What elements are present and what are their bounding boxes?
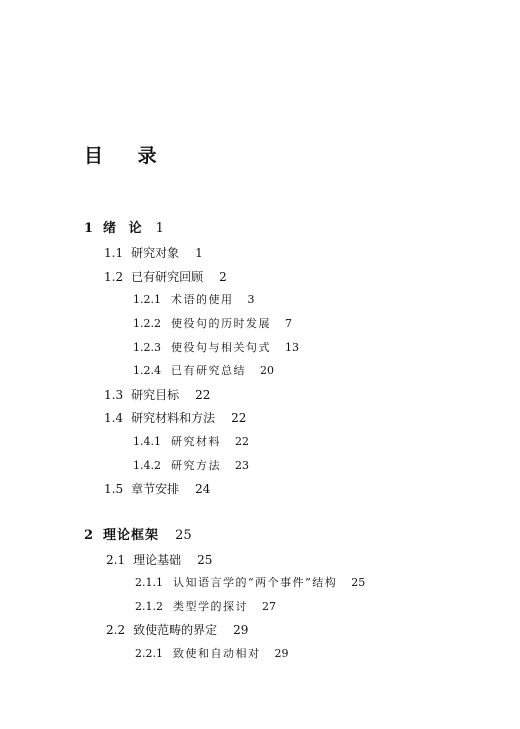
entry-page: 27: [262, 600, 276, 613]
entry-page: 29: [274, 647, 289, 660]
entry-page: 25: [175, 528, 192, 543]
entry-title: 已有研究回顾: [131, 270, 204, 284]
entry-page: 20: [260, 364, 274, 377]
entry-title: 致使范畴的界定: [133, 623, 218, 637]
entry-page: 25: [351, 576, 366, 589]
entry-number: 1.4.2: [133, 459, 161, 472]
entry-title: 已有研究总结: [171, 364, 246, 377]
entry-page: 22: [235, 435, 249, 448]
entry-page: 24: [195, 482, 211, 496]
entry-number: 1.2.2: [133, 317, 161, 330]
toc-entry[interactable]: [135, 599, 276, 615]
entry-page: 3: [247, 293, 255, 306]
entry-page: 22: [195, 388, 211, 402]
entry-page: 2: [219, 270, 227, 284]
entry-title: 致使和自动相对: [173, 647, 261, 660]
entry-title: 使役句与相关句式: [171, 341, 271, 354]
toc-entry[interactable]: [133, 434, 249, 450]
entry-number: 2.1.1: [135, 576, 163, 589]
entry-page: 23: [235, 459, 249, 472]
toc-entry[interactable]: [106, 622, 248, 638]
entry-page: 13: [285, 341, 299, 354]
toc-entry[interactable]: [104, 410, 246, 426]
entry-number: 1.5: [104, 482, 124, 496]
toc-entry[interactable]: [133, 316, 292, 332]
entry-number: 1: [84, 221, 94, 236]
entry-page: 29: [233, 623, 249, 637]
toc-entry[interactable]: [104, 245, 203, 261]
entry-number: 1.3: [104, 388, 124, 402]
entry-title: 绪 论: [103, 221, 146, 236]
entry-page: 22: [231, 411, 247, 425]
entry-page: 1: [155, 221, 164, 236]
toc-entry[interactable]: [104, 481, 210, 497]
entry-number: 2.2.1: [135, 647, 163, 660]
toc-entry[interactable]: [135, 575, 365, 591]
entry-number: 1.2.3: [133, 341, 161, 354]
entry-number: 2.2: [106, 623, 126, 637]
entry-title: 术语的使用: [171, 293, 234, 306]
entry-number: 1.4.1: [133, 435, 161, 448]
entry-title: 理论基础: [133, 553, 182, 567]
entry-number: 2.1.2: [135, 600, 163, 613]
toc-entry[interactable]: [133, 458, 249, 474]
entry-title: 研究方法: [171, 459, 221, 472]
toc-entry[interactable]: [133, 292, 255, 308]
entry-page: 7: [285, 317, 292, 330]
entry-title: 认知语言学的“两个事件”结构: [173, 576, 338, 589]
entry-number: 1.2: [104, 270, 124, 284]
toc-entry[interactable]: [104, 269, 227, 285]
entry-title: 研究对象: [131, 246, 180, 260]
toc-entry[interactable]: [133, 340, 299, 356]
entry-number: 1.2.1: [133, 293, 161, 306]
entry-number: 1.2.4: [133, 364, 161, 377]
entry-title: 章节安排: [131, 482, 180, 496]
toc-entry-chapter-1[interactable]: [84, 221, 164, 237]
entry-number: 2.1: [106, 553, 126, 567]
entry-title: 研究目标: [131, 388, 180, 402]
entry-title: 理论框架: [103, 528, 160, 543]
entry-title: 类型学的探讨: [173, 600, 248, 613]
entry-title: 使役句的历时发展: [171, 317, 271, 330]
entry-number: 1.1: [104, 246, 124, 260]
entry-page: 1: [195, 246, 203, 260]
entry-title: 研究材料: [171, 435, 221, 448]
entry-number: 2: [84, 528, 94, 543]
entry-title: 研究材料和方法: [131, 411, 216, 425]
toc-entry[interactable]: [135, 646, 289, 662]
entry-number: 1.4: [104, 411, 124, 425]
toc-entry-chapter-2[interactable]: [84, 528, 192, 544]
entry-page: 25: [197, 553, 213, 567]
toc-entry[interactable]: [106, 552, 212, 568]
toc-entry[interactable]: [133, 363, 274, 379]
toc-entry[interactable]: [104, 387, 210, 403]
toc-title: 目 录: [84, 145, 171, 167]
